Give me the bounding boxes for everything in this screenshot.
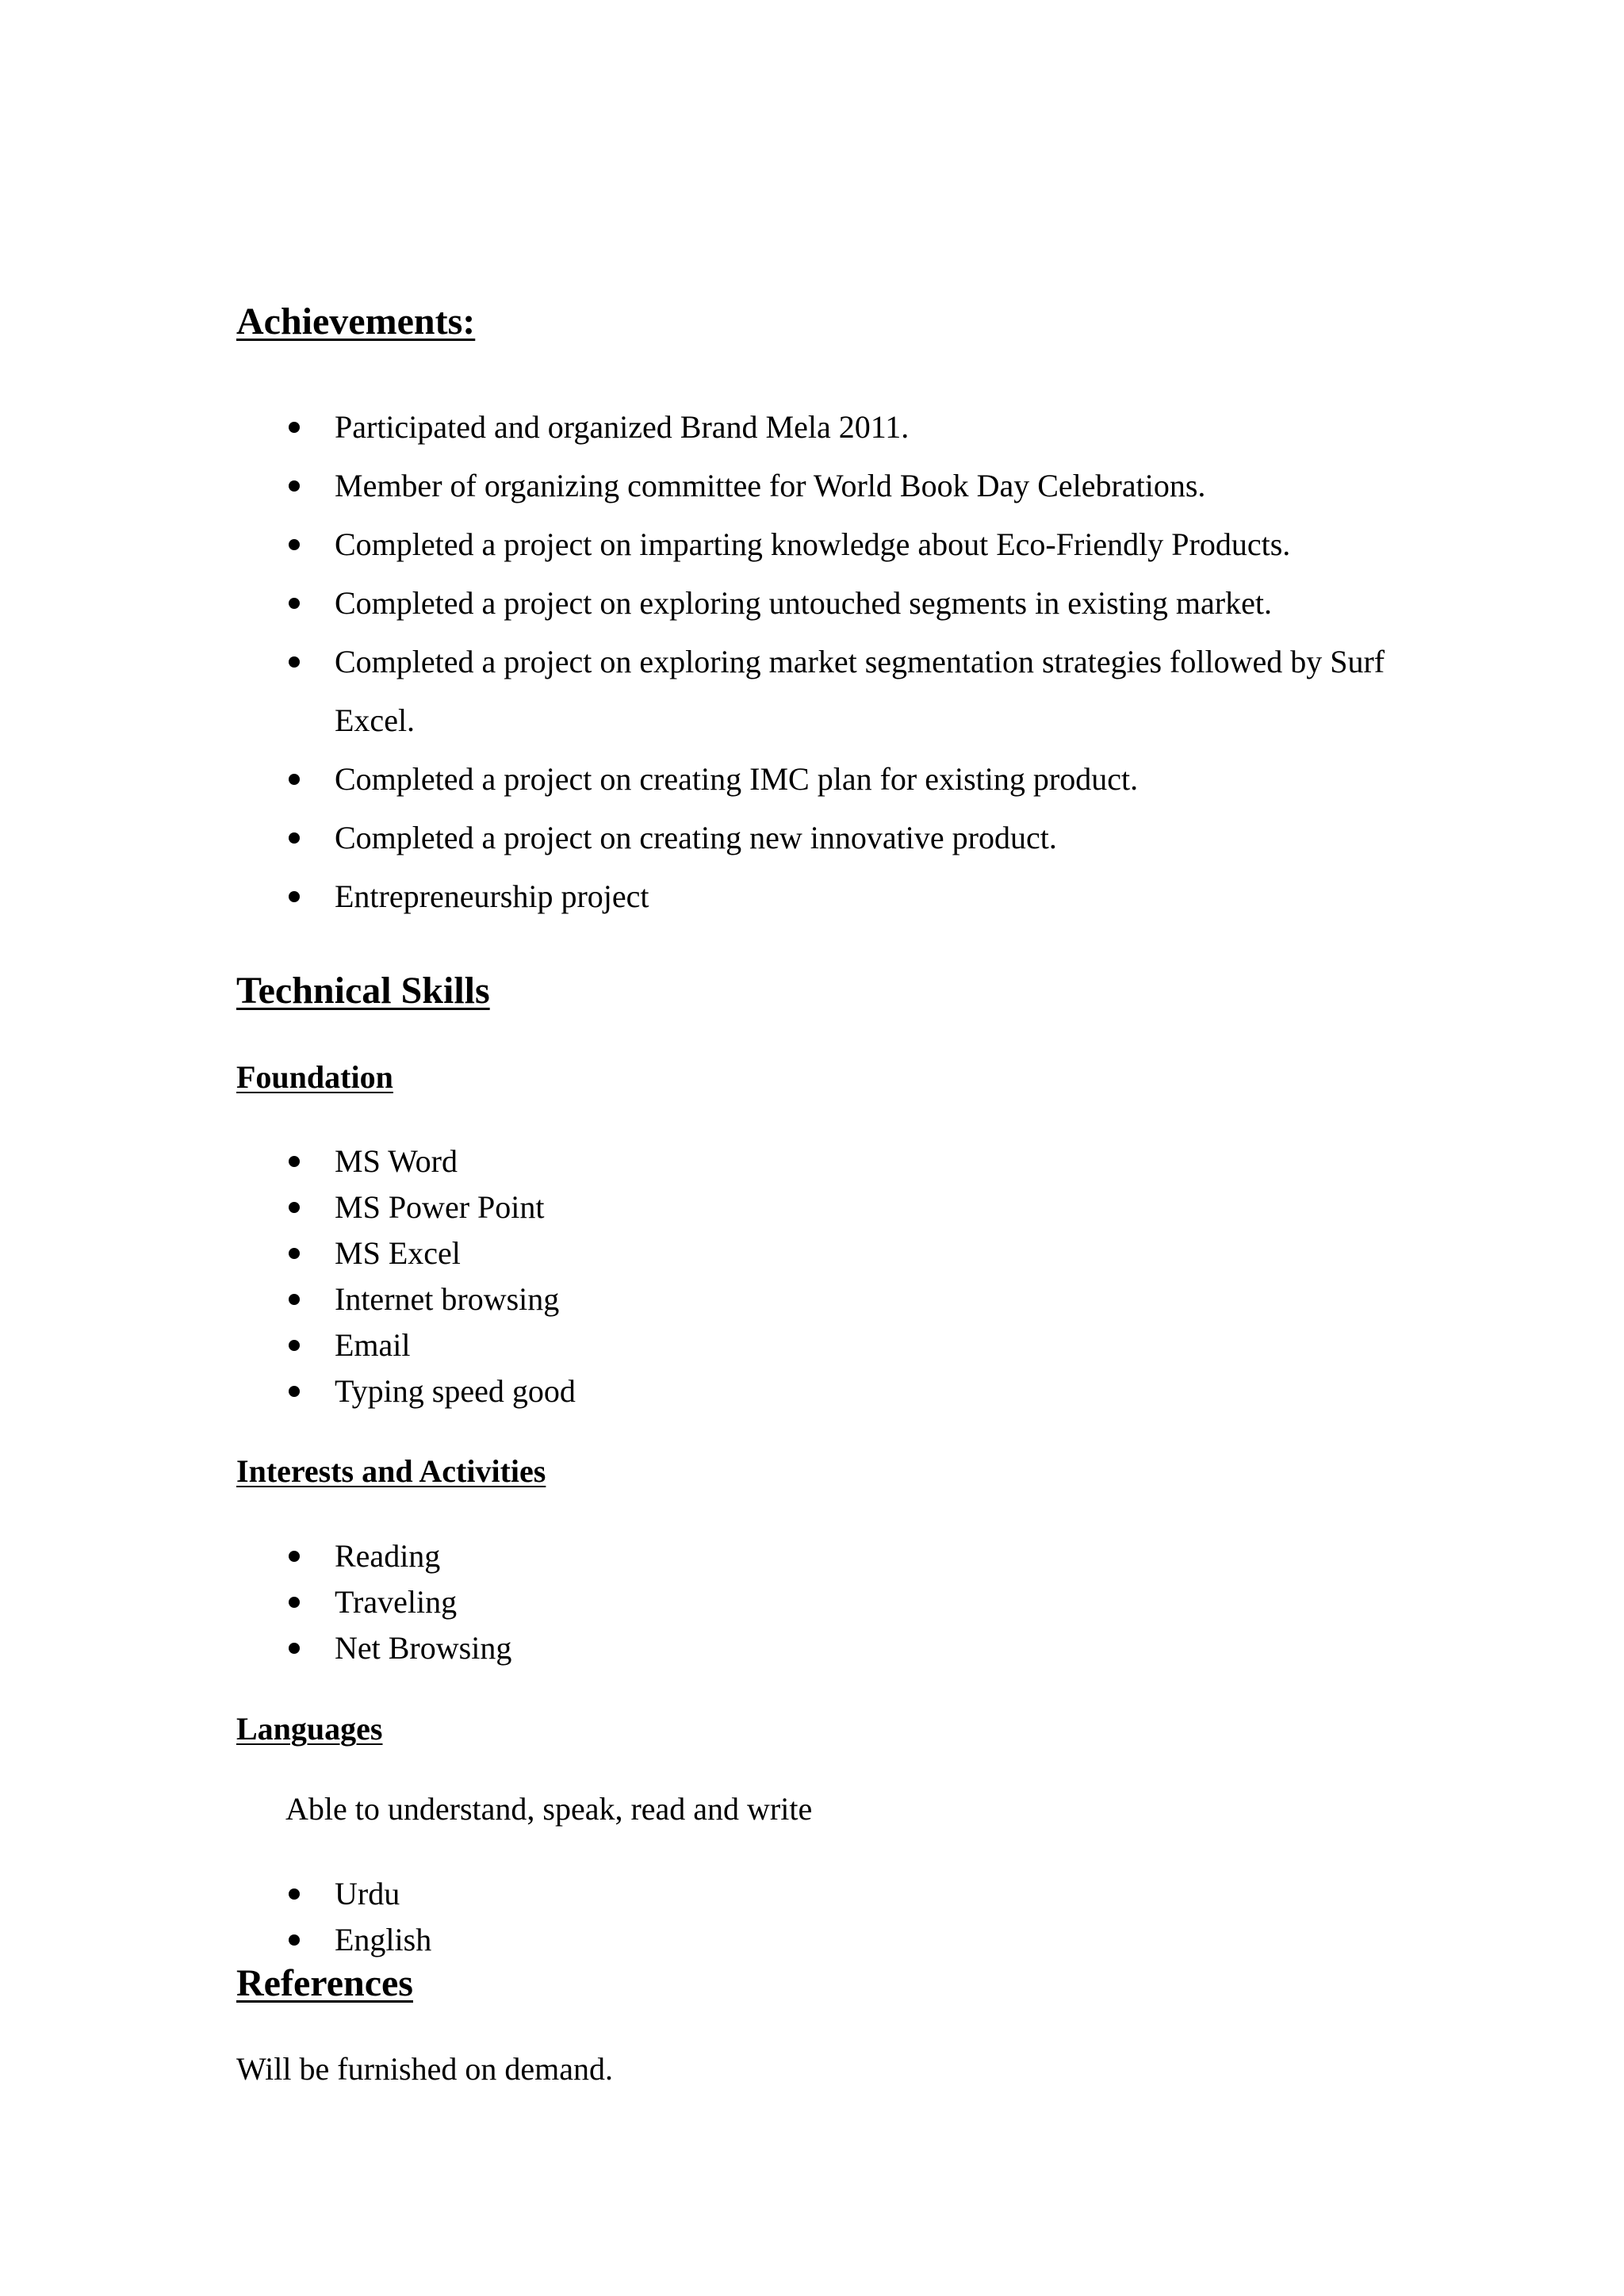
list-item: English xyxy=(0,1917,431,1963)
list-item: Net Browsing xyxy=(0,1625,511,1671)
list-item: Completed a project on exploring market segmentation strategies followed by Surf Excel. xyxy=(0,633,1437,750)
bullet-icon xyxy=(289,1934,300,1946)
references-heading: References xyxy=(236,1962,413,2004)
foundation-heading: Foundation xyxy=(236,1059,393,1095)
list-item: Member of organizing committee for World Book Day Celebrations. xyxy=(0,457,1437,515)
list-item: MS Excel xyxy=(0,1230,576,1276)
list-item: Completed a project on creating new innovative product. xyxy=(0,809,1437,867)
list-item: Traveling xyxy=(0,1579,511,1625)
technical-skills-heading: Technical Skills xyxy=(236,970,490,1012)
bullet-icon xyxy=(289,656,300,668)
list-item: Entrepreneurship project xyxy=(0,867,1437,926)
list-item: Participated and organized Brand Mela 2011. xyxy=(0,398,1437,457)
bullet-icon xyxy=(289,832,300,844)
list-item: Urdu xyxy=(0,1871,431,1917)
list-item: Reading xyxy=(0,1533,511,1579)
bullet-icon xyxy=(289,1340,300,1351)
bullet-icon xyxy=(289,891,300,902)
achievements-list xyxy=(0,398,1437,926)
languages-list xyxy=(0,1871,431,1963)
bullet-icon xyxy=(289,1248,300,1259)
list-item: MS Word xyxy=(0,1138,576,1184)
list-item: Typing speed good xyxy=(0,1368,576,1414)
interests-heading: Interests and Activities xyxy=(236,1453,546,1489)
bullet-icon xyxy=(289,598,300,609)
bullet-icon xyxy=(289,1386,300,1397)
bullet-icon xyxy=(289,1551,300,1562)
list-item: Completed a project on imparting knowledge about Eco-Friendly Products. xyxy=(0,515,1437,574)
languages-intro: Able to understand, speak, read and write xyxy=(285,1791,813,1827)
list-item: Completed a project on exploring untouched segments in existing market. xyxy=(0,574,1437,633)
list-item: MS Power Point xyxy=(0,1184,576,1230)
bullet-icon xyxy=(289,1294,300,1305)
list-item: Internet browsing xyxy=(0,1276,576,1322)
bullet-icon xyxy=(289,422,300,433)
bullet-icon xyxy=(289,1643,300,1654)
list-item: Completed a project on creating IMC plan for existing product. xyxy=(0,750,1437,809)
list-item: Email xyxy=(0,1322,576,1368)
foundation-list xyxy=(0,1138,576,1414)
bullet-icon xyxy=(289,539,300,550)
achievements-heading: Achievements: xyxy=(236,300,476,342)
interests-list xyxy=(0,1533,511,1671)
bullet-icon xyxy=(289,1156,300,1167)
bullet-icon xyxy=(289,774,300,785)
bullet-icon xyxy=(289,480,300,492)
references-text: Will be furnished on demand. xyxy=(236,2051,613,2087)
bullet-icon xyxy=(289,1888,300,1900)
bullet-icon xyxy=(289,1202,300,1213)
bullet-icon xyxy=(289,1597,300,1608)
languages-heading: Languages xyxy=(236,1711,383,1747)
